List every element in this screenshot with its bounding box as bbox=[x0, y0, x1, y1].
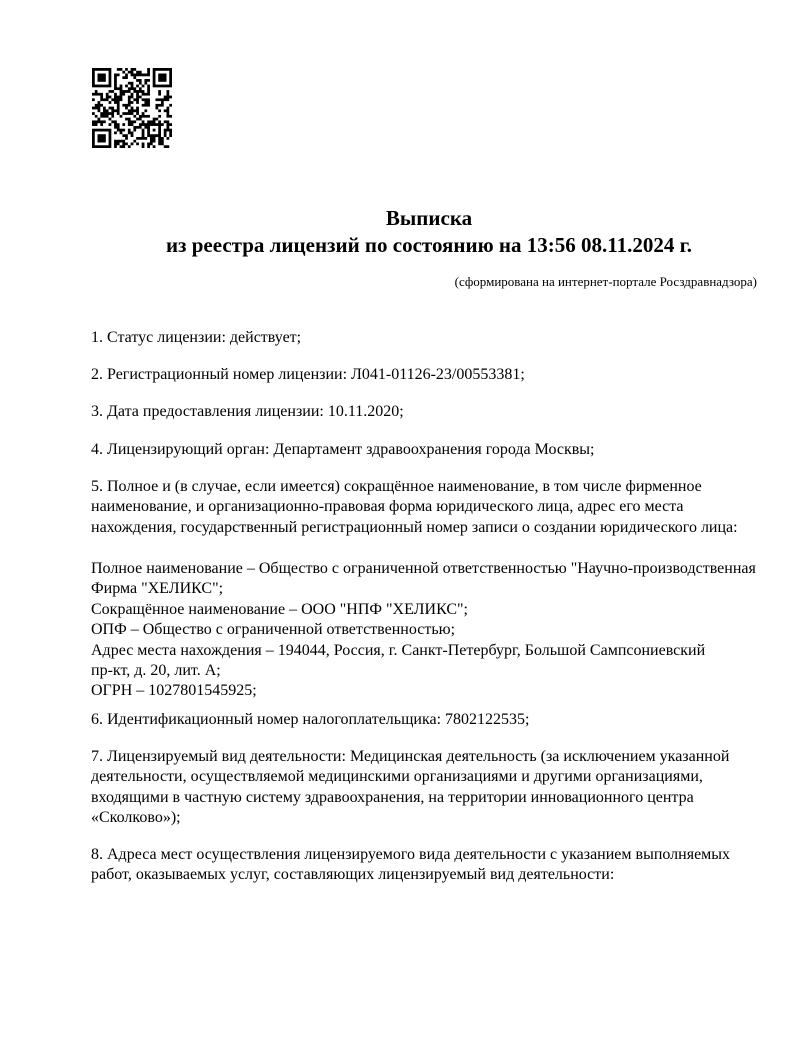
text-line: наименование, и организационно-правовая форма юридического лица, адрес его места bbox=[91, 498, 684, 516]
text-line: нахождения, государственный регистрационный номер записи о создании юридического лица: bbox=[91, 518, 738, 536]
title-line-1: Выписка bbox=[385, 206, 473, 230]
text-line: работ, оказываемых услуг, составляющих лицензируемый вид деятельности: bbox=[91, 866, 615, 884]
paragraph-registration-number bbox=[91, 365, 767, 385]
text-line: входящими в частную систему здравоохранения, на территории инновационного центра bbox=[91, 788, 694, 806]
text-line: пр-кт, д. 20, лит. А; bbox=[91, 662, 221, 680]
text-line: ОГРН – 1027801545925; bbox=[91, 682, 257, 700]
text-line: 1. Статус лицензии: действует; bbox=[91, 329, 302, 346]
text-line: Фирма "ХЕЛИКС"; bbox=[91, 580, 224, 598]
text-line: 3. Дата предоставления лицензии: 10.11.2020; bbox=[91, 403, 404, 420]
text-line: 8. Адреса мест осуществления лицензируемого вида деятельности с указанием выполняемых bbox=[91, 846, 731, 864]
text-line: Полное наименование – Общество с ограниченной ответственностью "Научно-производственная bbox=[91, 560, 756, 578]
text-line: деятельности, осуществляемой медицинскими организациями и другими организациями, bbox=[91, 768, 703, 786]
text-line: 6. Идентификационный номер налогоплательщика: 7802122535; bbox=[91, 711, 530, 729]
text-line: 2. Регистрационный номер лицензии: Л041-01126-23/00553381; bbox=[91, 366, 525, 383]
paragraph-taxpayer-id bbox=[91, 710, 767, 730]
paragraph-licensing-authority bbox=[91, 440, 767, 460]
text-line: Адрес места нахождения – 194044, Россия, г. Санкт-Петербург, Большой Сампсониевский bbox=[91, 641, 706, 659]
text-line: ОПФ – Общество с ограниченной ответственностью; bbox=[91, 621, 456, 639]
text-line: 4. Лицензирующий орган: Департамент здравоохранения города Москвы; bbox=[91, 441, 595, 458]
paragraph-license-status bbox=[91, 328, 767, 348]
title-line-2: из реестра лицензий по состоянию на 13:56 08.11.2024 г. bbox=[165, 233, 693, 257]
text-line: Сокращённое наименование – ООО "НПФ "ХЕЛИКС"; bbox=[91, 600, 468, 618]
text-line: 5. Полное и (в случае, если имеется) сокращённое наименование, в том числе фирменное bbox=[91, 478, 702, 495]
paragraph-legal-entity-intro bbox=[91, 477, 767, 538]
paragraph-licensed-activity bbox=[91, 747, 767, 829]
document-subtitle: (сформирована на интернет-портале Росздравнадзора) bbox=[454, 274, 757, 289]
paragraph-activity-addresses bbox=[91, 845, 767, 886]
paragraph-legal-entity-details bbox=[91, 559, 767, 702]
text-line: «Сколково»); bbox=[91, 809, 181, 827]
paragraph-grant-date bbox=[91, 402, 767, 422]
document-body bbox=[91, 0, 767, 886]
text-line: 7. Лицензируемый вид деятельности: Медицинская деятельность (за исключением указанной bbox=[91, 748, 730, 766]
